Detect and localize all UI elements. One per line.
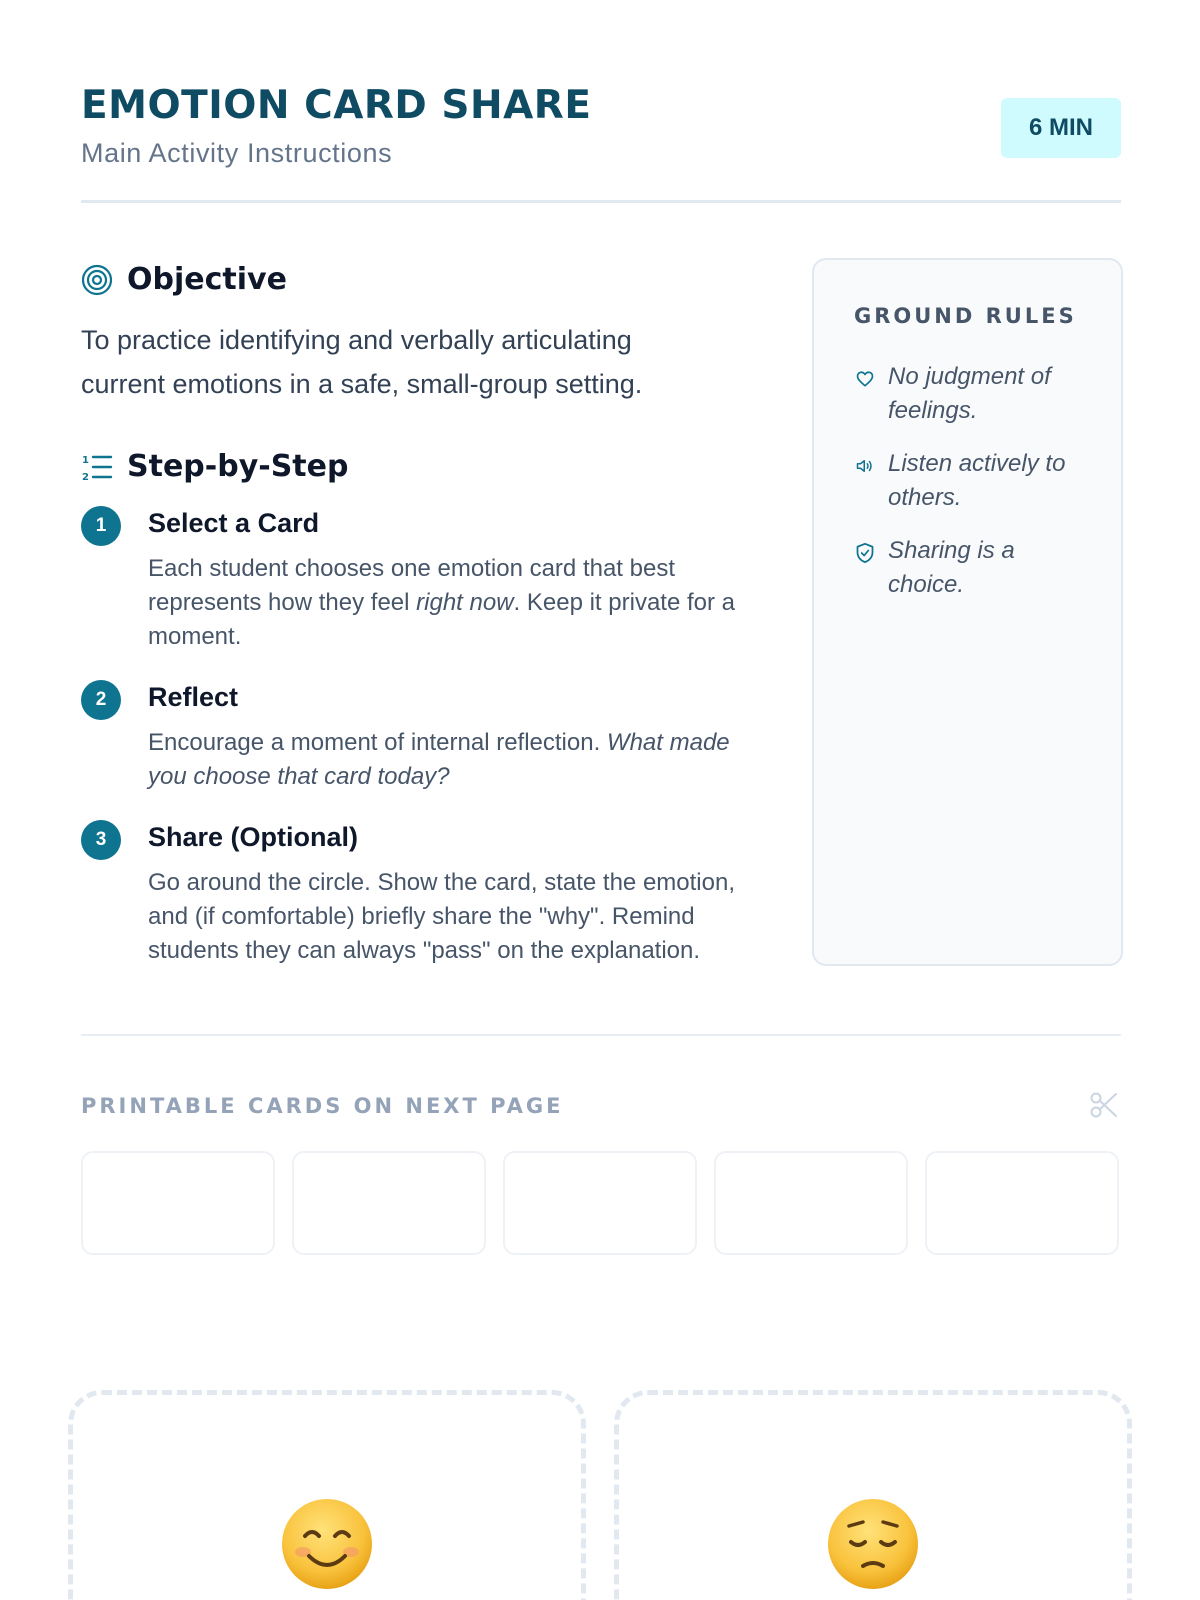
ground-rules-panel — [812, 258, 1123, 966]
ground-rule-text: No judgment of feelings. — [888, 363, 1051, 424]
scissors-icon — [1089, 1090, 1119, 1120]
ground-rule-item — [854, 534, 1094, 602]
step-description-emphasis: right now — [416, 589, 514, 616]
step-number: 3 — [81, 820, 121, 860]
step-description — [148, 726, 763, 794]
step-description-emphasis: What made you choose that card today? — [148, 729, 730, 790]
heart-icon — [854, 368, 876, 390]
printable-cards-label: PRINTABLE CARDS ON NEXT PAGE — [81, 1094, 564, 1118]
duration-badge: 6 MIN — [1001, 98, 1121, 158]
ordered-list-icon — [81, 451, 113, 483]
card-placeholder — [925, 1151, 1119, 1255]
card-placeholder — [503, 1151, 697, 1255]
step-description-text: Each student chooses one emotion card that best represents how they feel — [148, 555, 676, 616]
step-description-text: Go around the circle. Show the card, state the emotion, and (if comfortable) briefly share the "why". Remind students they can always "pass" on the explanation. — [148, 869, 735, 964]
step-title: Select a Card — [148, 508, 320, 538]
card-placeholder — [714, 1151, 908, 1255]
step-title: Share (Optional) — [148, 822, 359, 852]
objective-heading — [81, 262, 287, 297]
section-divider — [81, 1034, 1121, 1036]
step-number: 2 — [81, 680, 121, 720]
ground-rule-item — [854, 447, 1094, 515]
step-description-text: . Keep it private for a moment. — [148, 589, 735, 650]
ground-rule-item — [854, 360, 1094, 428]
objective-text: To practice identifying and verbally articulating current emotions in a safe, small-group setting. — [81, 325, 643, 399]
steps-heading — [81, 449, 348, 484]
svg-text:2: 2 — [82, 471, 89, 483]
ground-rules-title: GROUND RULES — [854, 304, 1077, 328]
smiling-face-icon — [279, 1496, 375, 1592]
page-subtitle: Main Activity Instructions — [81, 138, 393, 168]
card-placeholder — [81, 1151, 275, 1255]
svg-text:1: 1 — [82, 454, 89, 466]
pensive-face-icon — [825, 1496, 921, 1592]
step-title: Reflect — [148, 682, 239, 712]
ground-rule-text: Listen actively to others. — [888, 450, 1066, 511]
step-number: 1 — [81, 506, 121, 546]
objective-heading-label: Objective — [127, 262, 287, 297]
speaker-icon — [854, 455, 876, 477]
header — [81, 84, 1121, 204]
step-description — [148, 552, 763, 654]
target-icon — [81, 264, 113, 296]
header-divider — [81, 200, 1121, 203]
ground-rule-text: Sharing is a choice. — [888, 537, 1015, 598]
steps-heading-label: Step-by-Step — [127, 449, 349, 484]
card-placeholder — [292, 1151, 486, 1255]
shield-check-icon — [854, 542, 876, 564]
step-description — [148, 866, 763, 968]
step-description-text: Encourage a moment of internal reflection. — [148, 729, 607, 756]
page-title: EMOTION CARD SHARE — [81, 83, 592, 128]
